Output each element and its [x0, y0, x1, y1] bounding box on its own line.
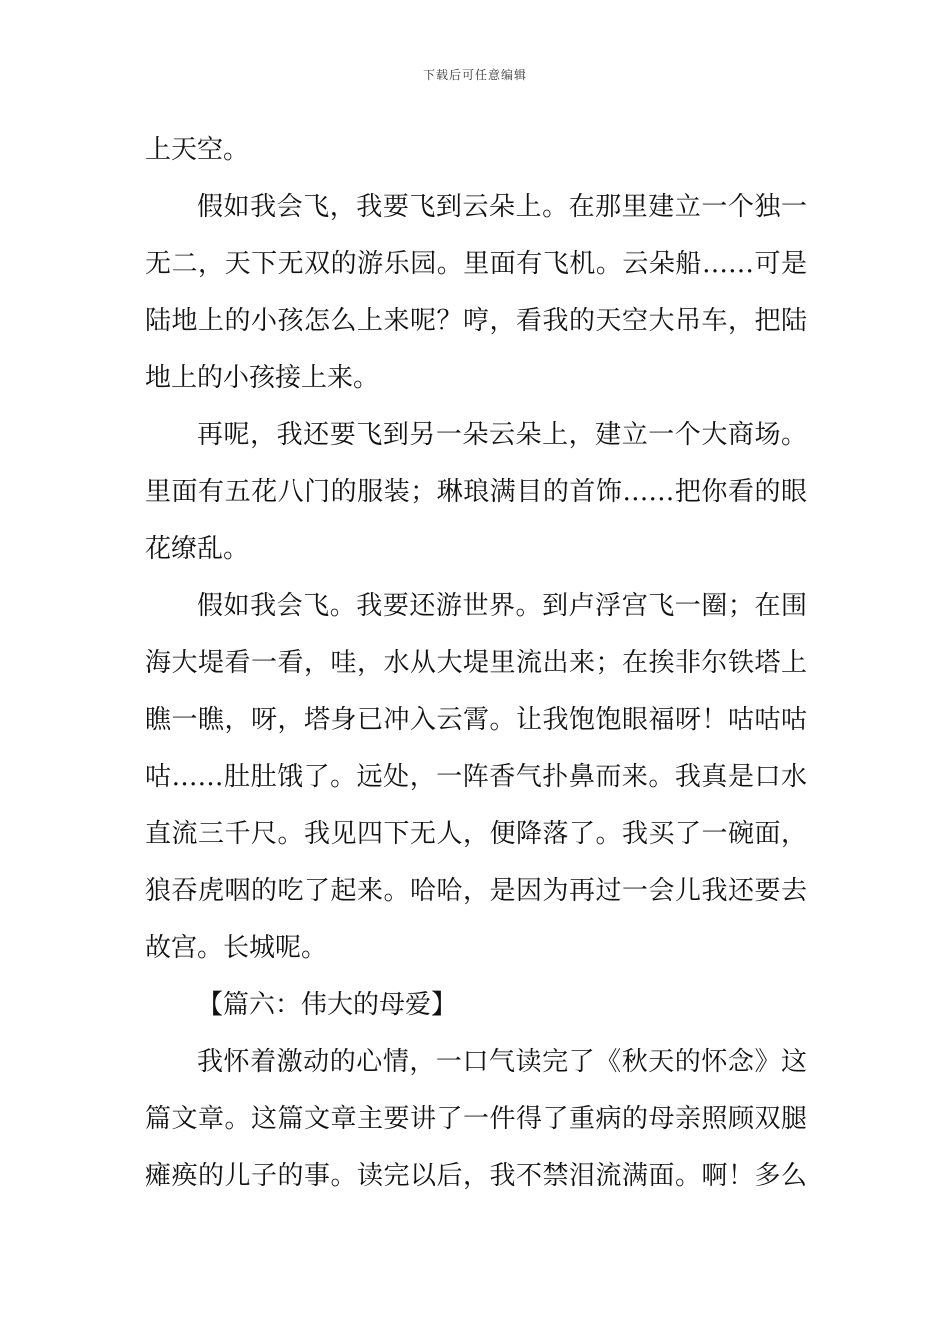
text-line: 陆地上的小孩怎么上来呢？哼，看我的天空大吊车，把陆 — [145, 306, 807, 336]
text-line: 故宫。长城呢。 — [145, 933, 328, 963]
text-line: 狼吞虎咽的吃了起来。哈哈，是因为再过一会儿我还要去 — [145, 876, 807, 906]
text-line: 咕……肚肚饿了。远处，一阵香气扑鼻而来。我真是口水 — [145, 762, 807, 792]
text-line: 里面有五花八门的服装；琳琅满目的首饰……把你看的眼 — [145, 477, 807, 507]
text-line: 瞧一瞧，呀，塔身已冲入云霄。让我饱饱眼福呀！咕咕咕 — [145, 705, 807, 735]
text-line: 再呢，我还要飞到另一朵云朵上，建立一个大商场。 — [197, 420, 807, 450]
section-heading: 【篇六：伟大的母爱】 — [197, 990, 458, 1020]
text-line: 花缭乱。 — [145, 534, 250, 564]
text-line: 我怀着激动的心情，一口气读完了《秋天的怀念》这 — [197, 1047, 807, 1077]
text-line: 篇文章。这篇文章主要讲了一件得了重病的母亲照顾双腿 — [145, 1104, 807, 1134]
document-body — [145, 122, 807, 1205]
text-line: 上天空。 — [145, 135, 250, 165]
text-line: 假如我会飞。我要还游世界。到卢浮宫飞一圈；在围 — [197, 591, 807, 621]
text-line: 假如我会飞，我要飞到云朵上。在那里建立一个独一 — [197, 192, 807, 222]
text-line: 海大堤看一看，哇，水从大堤里流出来；在挨非尔铁塔上 — [145, 648, 807, 678]
text-line: 地上的小孩接上来。 — [145, 363, 380, 393]
page-header: 下载后可任意编辑 — [422, 68, 527, 82]
text-line: 无二，天下无双的游乐园。里面有飞机。云朵船……可是 — [145, 249, 807, 279]
text-line: 直流三千尺。我见四下无人，便降落了。我买了一碗面， — [145, 819, 807, 849]
text-line: 瘫痪的儿子的事。读完以后，我不禁泪流满面。啊！多么 — [145, 1161, 807, 1191]
